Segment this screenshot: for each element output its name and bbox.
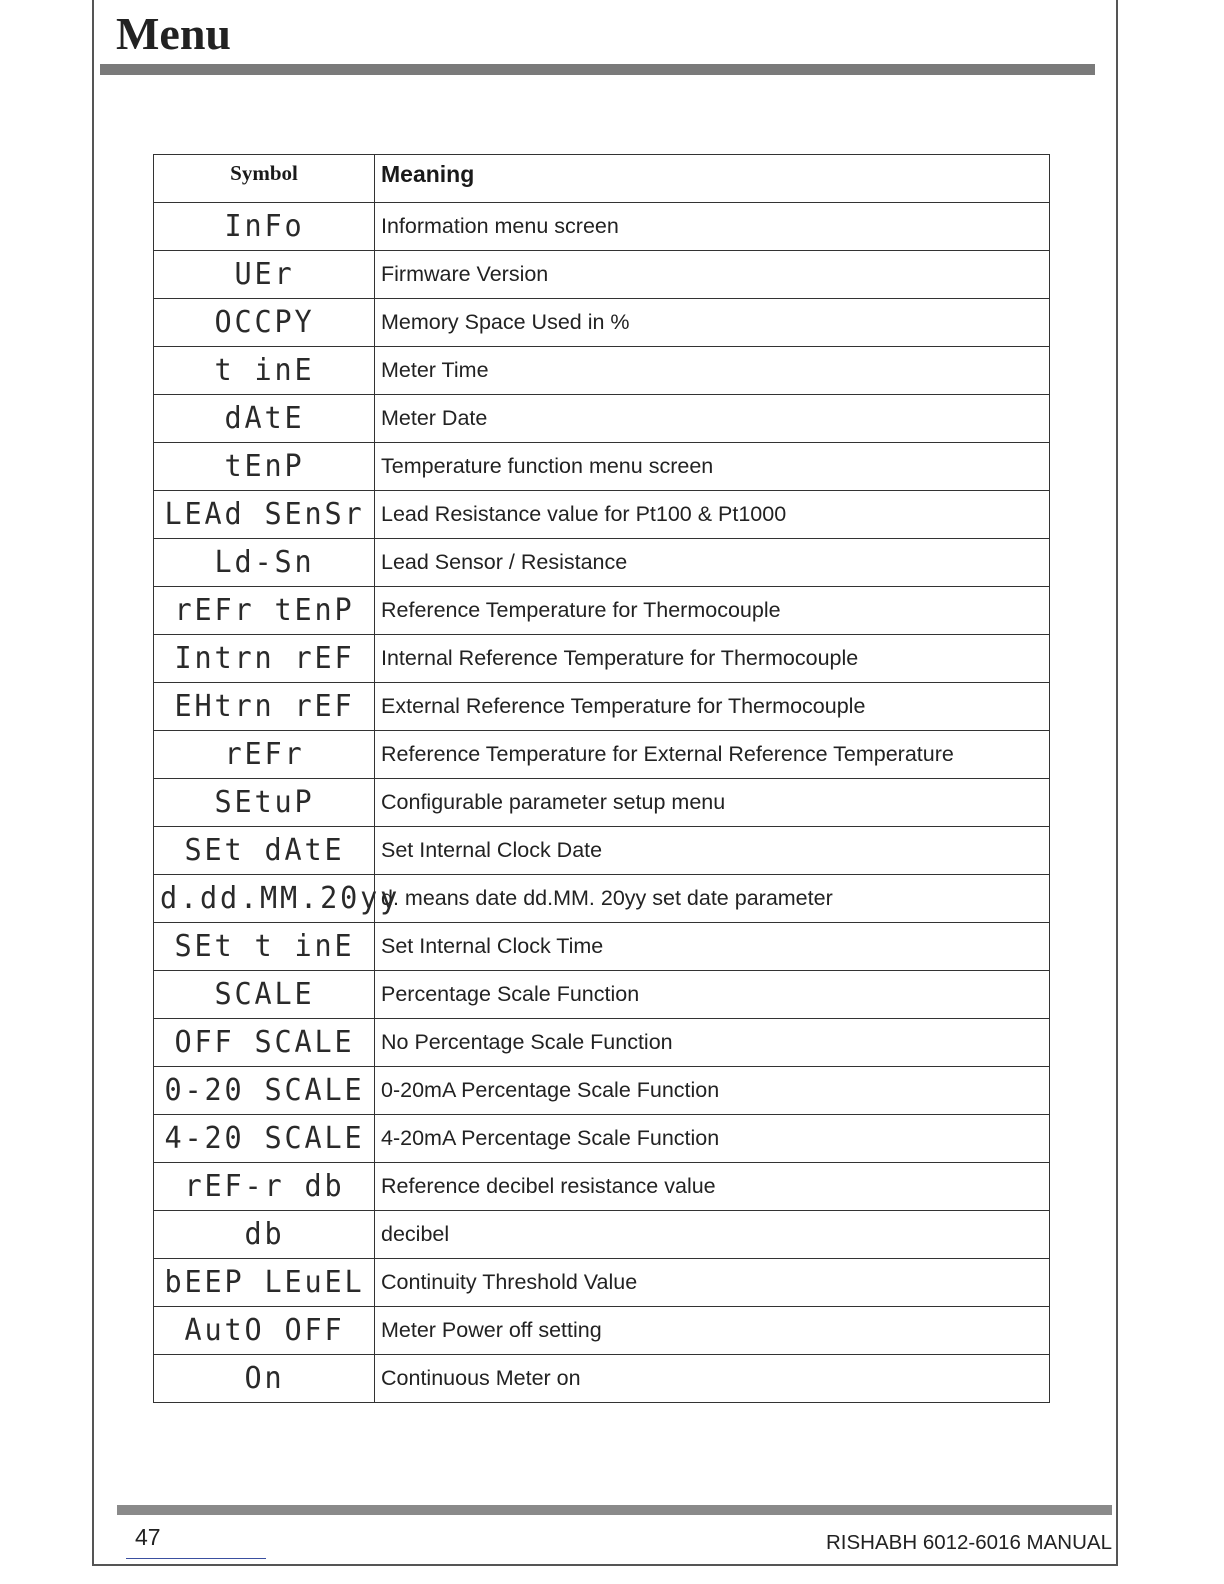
meaning-cell: 4-20mA Percentage Scale Function	[375, 1115, 1050, 1163]
symbol-cell: d.dd.MM.20yy	[159, 875, 369, 923]
symbol-cell: 0-20 SCALE	[159, 1067, 369, 1115]
meaning-cell: Set Internal Clock Time	[375, 923, 1050, 971]
meaning-column-header: Meaning	[375, 155, 1050, 203]
symbol-cell: rEFr	[159, 731, 369, 779]
table-row	[154, 347, 1050, 395]
symbol-cell: db	[159, 1211, 369, 1259]
meaning-cell: Continuity Threshold Value	[375, 1259, 1050, 1307]
meaning-cell: Temperature function menu screen	[375, 443, 1050, 491]
symbol-cell: t inE	[159, 347, 369, 395]
symbol-cell: SCALE	[159, 971, 369, 1019]
symbol-cell: SEtuP	[159, 779, 369, 827]
table-row	[154, 923, 1050, 971]
table-row	[154, 1259, 1050, 1307]
table-row	[154, 1019, 1050, 1067]
symbol-cell: LEAd SEnSr	[159, 491, 369, 539]
table-row	[154, 491, 1050, 539]
table-row	[154, 875, 1050, 923]
table-row	[154, 395, 1050, 443]
symbol-cell: AutO OFF	[159, 1307, 369, 1355]
symbol-cell: SEt dAtE	[159, 827, 369, 875]
meaning-cell: Lead Resistance value for Pt100 & Pt1000	[375, 491, 1050, 539]
table-body	[154, 203, 1050, 1403]
symbol-cell: EHtrn rEF	[159, 683, 369, 731]
symbol-cell: UEr	[159, 251, 369, 299]
meaning-cell: Set Internal Clock Date	[375, 827, 1050, 875]
table-row	[154, 1115, 1050, 1163]
table-row	[154, 683, 1050, 731]
table-row	[154, 251, 1050, 299]
table-row	[154, 1355, 1050, 1403]
symbol-column-header: Symbol	[154, 155, 375, 203]
manual-name: RISHABH 6012-6016 MANUAL	[826, 1531, 1112, 1554]
meaning-cell: Continuous Meter on	[375, 1355, 1050, 1403]
table-row	[154, 587, 1050, 635]
page-number: 47	[135, 1524, 161, 1550]
symbol-cell: 4-20 SCALE	[159, 1115, 369, 1163]
table-row	[154, 779, 1050, 827]
symbol-cell: InFo	[159, 203, 369, 251]
meaning-cell: Firmware Version	[375, 251, 1050, 299]
table-row	[154, 1211, 1050, 1259]
table-row	[154, 1067, 1050, 1115]
table-row	[154, 299, 1050, 347]
meaning-cell: Reference Temperature for Thermocouple	[375, 587, 1050, 635]
symbol-cell: Ld-Sn	[159, 539, 369, 587]
symbol-cell: dAtE	[159, 395, 369, 443]
meaning-cell: Reference Temperature for External Reference Temperature	[375, 731, 1050, 779]
meaning-cell: Meter Time	[375, 347, 1050, 395]
meaning-cell: Reference decibel resistance value	[375, 1163, 1050, 1211]
footer-divider	[117, 1505, 1112, 1515]
table-row	[154, 1163, 1050, 1211]
symbol-cell: On	[159, 1355, 369, 1403]
table-header-row	[154, 155, 1050, 203]
symbol-cell: Intrn rEF	[159, 635, 369, 683]
meaning-cell: 0-20mA Percentage Scale Function	[375, 1067, 1050, 1115]
page-number-underline	[126, 1558, 266, 1559]
title-divider	[100, 64, 1095, 75]
meaning-cell: Memory Space Used in %	[375, 299, 1050, 347]
table-row	[154, 827, 1050, 875]
table-row	[154, 731, 1050, 779]
table-row	[154, 539, 1050, 587]
meaning-cell: No Percentage Scale Function	[375, 1019, 1050, 1067]
symbol-cell: rEFr tEnP	[159, 587, 369, 635]
meaning-cell: Meter Power off setting	[375, 1307, 1050, 1355]
table-row	[154, 203, 1050, 251]
symbol-cell: bEEP LEuEL	[159, 1259, 369, 1307]
meaning-cell: d. means date dd.MM. 20yy set date parameter	[375, 875, 1050, 923]
symbol-cell: OFF SCALE	[159, 1019, 369, 1067]
symbol-cell: SEt t inE	[159, 923, 369, 971]
page-title: Menu	[116, 8, 231, 59]
meaning-cell: Percentage Scale Function	[375, 971, 1050, 1019]
meaning-cell: decibel	[375, 1211, 1050, 1259]
meaning-cell: Information menu screen	[375, 203, 1050, 251]
table-row	[154, 635, 1050, 683]
table-row	[154, 443, 1050, 491]
menu-symbol-table	[153, 154, 1050, 1403]
meaning-cell: Internal Reference Temperature for Thermocouple	[375, 635, 1050, 683]
table-row	[154, 1307, 1050, 1355]
symbol-cell: rEF-r db	[159, 1163, 369, 1211]
meaning-cell: Lead Sensor / Resistance	[375, 539, 1050, 587]
meaning-cell: Configurable parameter setup menu	[375, 779, 1050, 827]
meaning-cell: Meter Date	[375, 395, 1050, 443]
meaning-cell: External Reference Temperature for Thermocouple	[375, 683, 1050, 731]
symbol-cell: OCCPY	[159, 299, 369, 347]
symbol-cell: tEnP	[159, 443, 369, 491]
table-row	[154, 971, 1050, 1019]
